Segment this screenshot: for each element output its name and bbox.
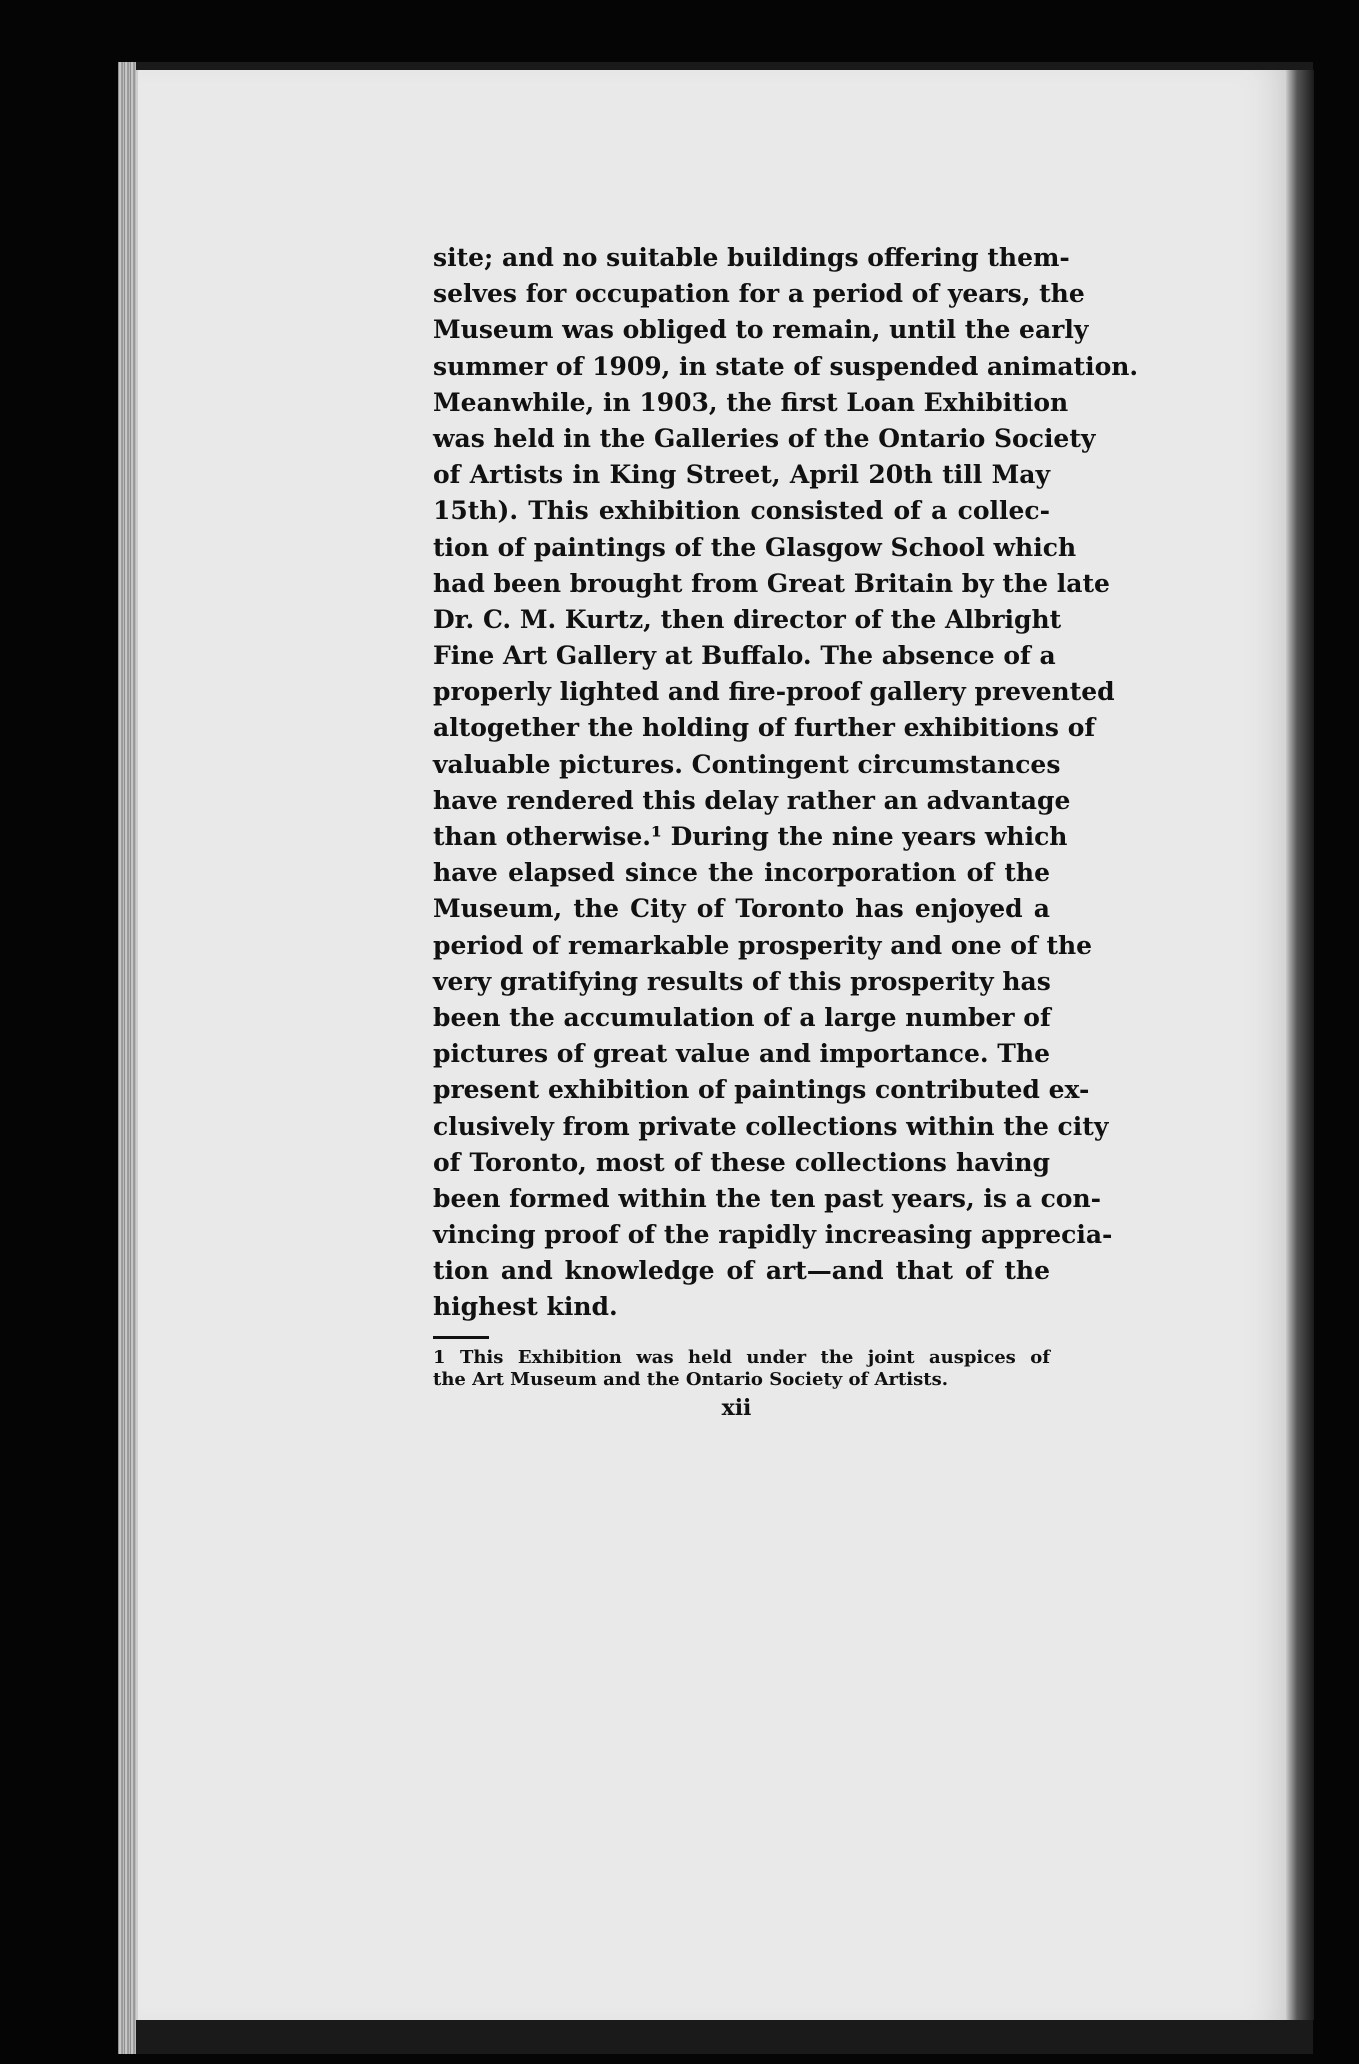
book-spine-edge: [118, 62, 136, 2054]
text-line: was held in the Galleries of the Ontario Society: [433, 423, 1096, 453]
text-line: been the accumulation of a large number of: [433, 1002, 1051, 1032]
text-line: properly lighted and fire-proof gallery prevented: [433, 677, 1115, 707]
text-line: been formed within the ten past years, is a con-: [433, 1183, 1102, 1213]
text-line: had been brought from Great Britain by the late: [433, 568, 1110, 598]
text-line: present exhibition of paintings contributed ex-: [433, 1075, 1090, 1105]
text-line: Dr. C. M. Kurtz, then director of the Albright: [433, 604, 1062, 634]
text-line: Museum, the City of Toronto has enjoyed a: [433, 894, 1050, 924]
text-line: of Artists in King Street, April 20th till May: [433, 460, 1050, 490]
footnote-line: 1 This Exhibition was held under the joint auspices of: [433, 1346, 1050, 1368]
text-line: site; and no suitable buildings offering them-: [433, 243, 1070, 272]
text-line: of Toronto, most of these collections having: [433, 1147, 1050, 1177]
page-text: [433, 240, 1139, 1421]
text-line: Meanwhile, in 1903, the first Loan Exhibition: [433, 387, 1069, 417]
footnote-rule: [433, 1336, 489, 1339]
text-line: have elapsed since the incorporation of the: [433, 858, 1050, 888]
text-line: summer of 1909, in state of suspended animation.: [433, 351, 1139, 381]
text-line: selves for occupation for a period of years, the: [433, 279, 1085, 309]
text-line: have rendered this delay rather an advantage: [433, 785, 1071, 815]
text-line: valuable pictures. Contingent circumstances: [433, 749, 1061, 779]
text-line: clusively from private collections within the city: [433, 1111, 1109, 1141]
text-line: tion of paintings of the Glasgow School which: [433, 532, 1077, 562]
text-line: period of remarkable prosperity and one of the: [433, 930, 1093, 960]
text-line: highest kind.: [433, 1292, 618, 1322]
footnote: [433, 1347, 1050, 1391]
footnote-line: the Art Museum and the Ontario Society of Artists.: [433, 1368, 948, 1390]
text-line: tion and knowledge of art—and that of the: [433, 1256, 1050, 1286]
text-line: vincing proof of the rapidly increasing apprecia-: [433, 1220, 1113, 1250]
page-right-shadow: [1286, 70, 1314, 2020]
text-line: Fine Art Gallery at Buffalo. The absence of a: [433, 641, 1056, 671]
text-line: very gratifying results of this prosperity has: [433, 966, 1051, 996]
body-paragraph: [433, 240, 1139, 1326]
text-line: 15th). This exhibition consisted of a collec-: [433, 496, 1050, 526]
text-line: altogether the holding of further exhibitions of: [433, 713, 1096, 743]
text-line: pictures of great value and importance. The: [433, 1039, 1050, 1069]
page-number: xii: [721, 1394, 752, 1421]
text-line: Museum was obliged to remain, until the early: [433, 315, 1089, 345]
text-line: than otherwise.¹ During the nine years which: [433, 822, 1068, 851]
